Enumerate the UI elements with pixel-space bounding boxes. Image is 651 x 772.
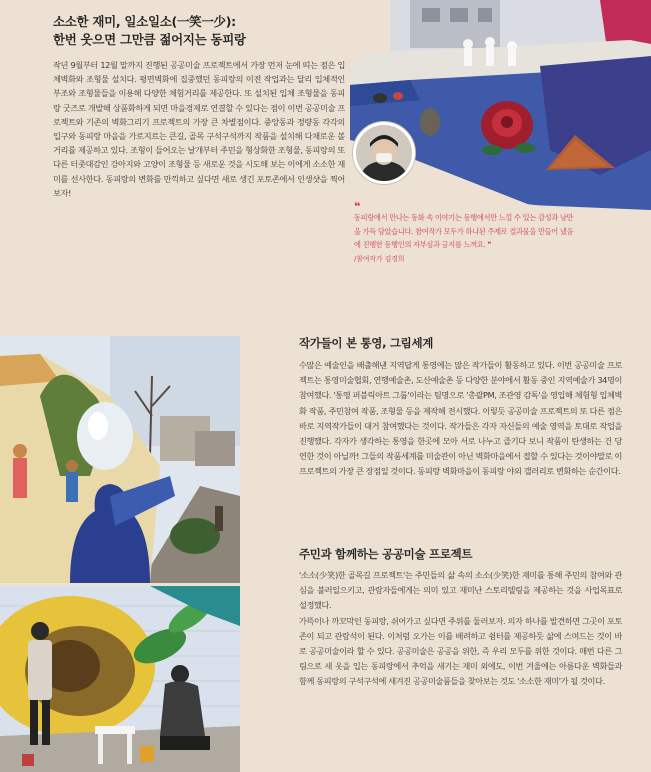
painting-volunteers-photo — [0, 586, 240, 772]
title-line-1: 소소한 재미, 일소일소(一笑一少): — [53, 14, 236, 29]
top-article-body: 작년 9월부터 12월 말까지 진행된 공공미술 프로젝트에서 가장 먼저 눈에 띄는 점은 입체벽화와 조형물 설치다. 평면벽화에 집중했던 동피랑의 이전 작업과는 달리 입체적인 부조와 조형물들을 이용해 다양한 체험거리를 제공한다. 또 설치된 입체 조형물을 동피랑 굿즈로 개발해 상품화하게 되면 마을경제로 연결할 수 있다는 점이 이번 공공미술 프로젝트와 기존의 벽화그리기 프로젝트의 가장 큰 차별점이다. 중앙동과 정량동 각각의 입구와 동피랑 마을을 가로지르는 큰길, 골목 구석구석까지 작품을 설치해 다채로운 볼거리를 제공하고 있다. 조형이 들어오는 날개부터 주민을 형상화한 조형물, 동피랑의 또 다른 터줏대감인 강아지와 고양이 조형물 등 새로운 것을 시도해 보는 이에게 소소한 재미를 선사한다. 동피랑의 변화를 만끽하고 싶다면 새로 생긴 포토존에서 인생샷을 찍어보자! — [53, 60, 345, 198]
quote-open-mark: ❝ — [354, 200, 361, 213]
section1-body: 수많은 예술인을 배출해낸 지역답게 통영에는 많은 작가들이 활동하고 있다. 이번 공공미술 프로젝트는 통영미술협회, 연행예술촌, 도산예술촌 등 다양한 분야에서 활동 중인 지역예술가 34명이 참여했다. '통영 퍼블릭아트 그룹'이라는 팀명으로 '총괄PM, 조관영 감독'을 영입해 체험형 입체벽화 작품, 주민참여 작품, 조형물 등을 제작해 전시했다. 이렇듯 공공미술 프로젝트의 또 다른 점은 바로 지역작가들이 대거 참여했다는 것이다. 작가들은 각자 자신들의 예술 영역을 토대로 작업을 진행했다. 각자가 생각하는 통영을 한곳에 모아 서로 나누고 즐기다 보니 작품이 탄생하는 건 당연한 것이 아닐까! 그들의 작품세계를 미술관이 아닌 벽화마을에서 접할 수 있다는 것이야말로 이 프로젝트의 가장 큰 장점일 것이다. 동피랑 벽화마을이 동피랑 야외 갤러리로 변화하는 순간이다. — [299, 360, 622, 477]
section2-title: 주민과 함께하는 공공미술 프로젝트 — [299, 547, 473, 561]
title-line-2: 한번 웃으면 그만큼 젊어지는 동피랑 — [53, 32, 246, 47]
artist-portrait — [353, 122, 415, 184]
quote-text: 동피랑에서 만나는 동화 속 이야기는 동행에서만 느낄 수 있는 감성과 낭만을 가득 담았습니다. 참여작가 모두가 하나된 주제로 결과물을 만들어 냈음에 진행한 동행인의 자부심과 긍지를 느껴요. — [354, 213, 574, 250]
quote-author: /참여작가 김경희 — [354, 254, 405, 263]
top-article-title — [53, 13, 353, 49]
section2-body — [299, 568, 622, 690]
section1-title: 작가들이 본 통영, 그림세계 — [299, 336, 434, 350]
quote-close-mark: ❞ — [487, 240, 492, 250]
section2-paragraph-1: '소소(少笑)한 골목길 프로젝트'는 주민들의 삶 속의 소소(少笑)한 재미를 통해 주민의 참여와 관심을 불러일으키고, 관람자들에게는 의미 있고 재미난 스토리텔링을 제공하는 것을 사업목표로 설정했다. — [299, 570, 622, 611]
mural-photo-alley — [0, 336, 240, 583]
section2-paragraph-2: 가뜩이나 까꼬막인 동피랑, 쉬어가고 싶다면 주위를 둘러보자. 의자 하나를 발견하면 그곳이 포토존이 되고 관람석이 된다. 이처럼 오가는 이를 배려하고 쉼터를 제공하듯 삶에 스며드는 것이 바로 공공미술이라 할 수 있다. 공공미술은 공공을 위한, 즉 우리 모두를 위한 것이다. 매번 다른 그림으로 새 옷을 입는 동피랑에서 추억을 새기는 재미 외에도, 이번 겨울에는 아름다운 벽화들과 함께 동피랑의 구석구석에 새겨진 공공미술품들을 찾아보는 것도 '소소한 재미'가 될 것이다. — [299, 615, 622, 687]
artist-quote — [354, 200, 576, 263]
